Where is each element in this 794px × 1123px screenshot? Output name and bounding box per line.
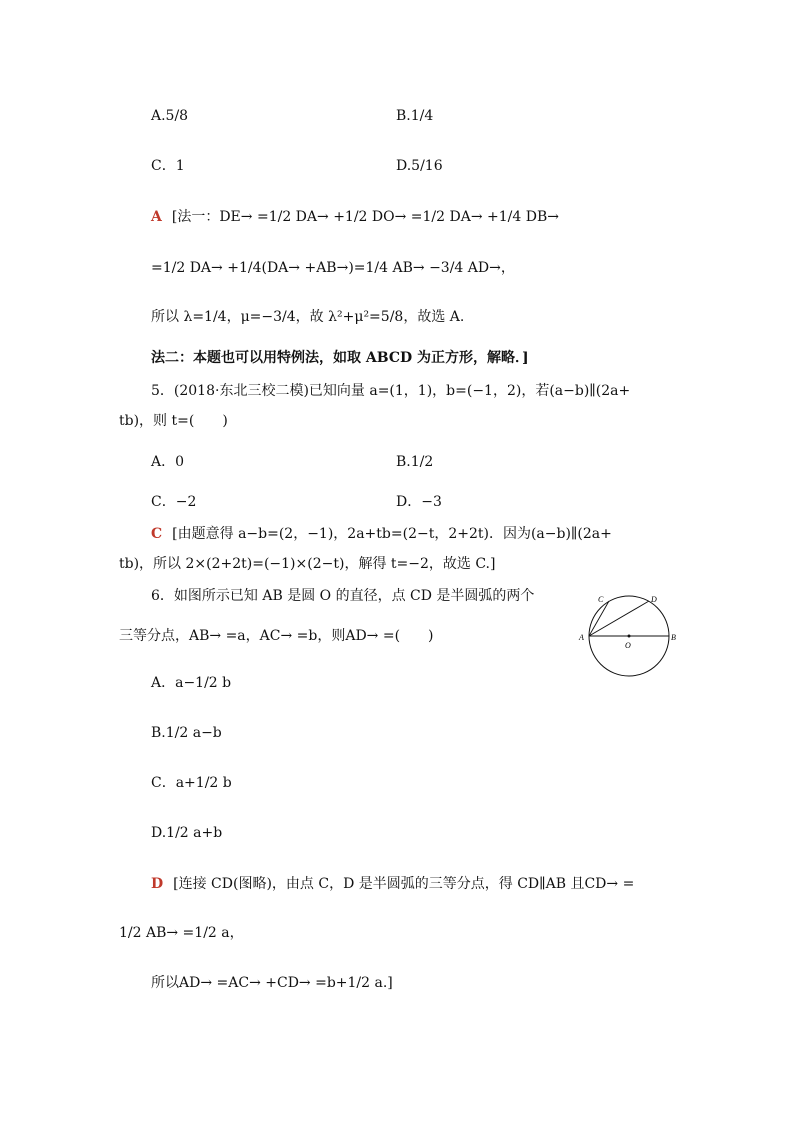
label-c: C [598,595,604,604]
q6-option-c: C．a+1/2 b [151,775,232,791]
q4-solution-text-1: [法一：DE→ =1/2 DA→ +1/2 DO→ =1/2 DA→ +1/4 DB→ [171,209,559,225]
q6-solution-line-2: 1/2 AB→ =1/2 a， [119,925,244,941]
center-dot [628,635,631,638]
q4-solution-line-1 [151,207,559,227]
q5-option-d: D．−3 [396,494,442,510]
label-b: B [671,633,676,642]
label-d: D [651,595,657,604]
q4-option-a: A.5/8 [151,108,189,124]
q5-option-c: C．−2 [151,494,197,510]
q4-solution-line-3: 所以 λ=1/4，μ=−3/4，故 λ²+μ²=5/8，故选 A. [151,309,465,325]
q5-answer-letter: C [151,526,163,542]
q6-solution-line-3: 所以AD→ =AC→ +CD→ =b+1/2 a.] [151,975,393,991]
q6-option-b: B.1/2 a−b [151,725,222,741]
q6-solution-text-1: [连接 CD(图略)，由点 C，D 是半圆弧的三等分点，得 CD∥AB 且CD→ = [173,876,635,892]
q4-solution-line-2: =1/2 DA→ +1/4(DA→ +AB→)=1/4 AB→ −3/4 AD→， [151,260,515,276]
q6-option-d: D.1/2 a+b [151,825,223,841]
q6-stem-line-2: 三等分点，AB→ =a，AC→ =b，则AD→ =( ) [119,628,434,644]
q5-solution-text-1: [由题意得 a−b=(2，−1)，2a+tb=(2−t，2+2t)．因为(a−b)∥(2a+ [172,526,612,542]
q4-option-c: C．1 [151,158,185,174]
q4-solution-line-4: 法二：本题也可以用特例法，如取 ABCD 为正方形，解略．] [151,350,529,366]
q5-option-a: A．0 [151,454,185,470]
label-a: A [579,633,584,642]
segment-ac [589,601,609,636]
q6-answer-letter: D [151,876,164,892]
q5-stem-line-2: tb)，则 t=( ) [119,413,228,429]
q4-option-d: D.5/16 [396,158,443,174]
q5-option-b: B.1/2 [396,454,434,470]
q4-option-b: B.1/4 [396,108,434,124]
q5-solution-line-1 [151,524,612,544]
q6-circle-figure [574,590,684,682]
q6-stem-line-1: 6．如图所示已知 AB 是圆 O 的直径，点 CD 是半圆弧的两个 [151,588,535,604]
q4-answer-letter: A [151,209,162,225]
q5-stem-line-1: 5．(2018·东北三校二模)已知向量 a=(1，1)，b=(−1，2)，若(a−b)∥(2a+ [151,383,631,399]
q6-solution-line-1 [151,874,634,894]
q6-option-a: A．a−1/2 b [151,675,232,691]
label-o: O [625,641,631,650]
segment-ad [589,601,649,636]
q5-solution-line-2: tb)，所以 2×(2+2t)=(−1)×(2−t)，解得 t=−2，故选 C.] [119,556,496,572]
